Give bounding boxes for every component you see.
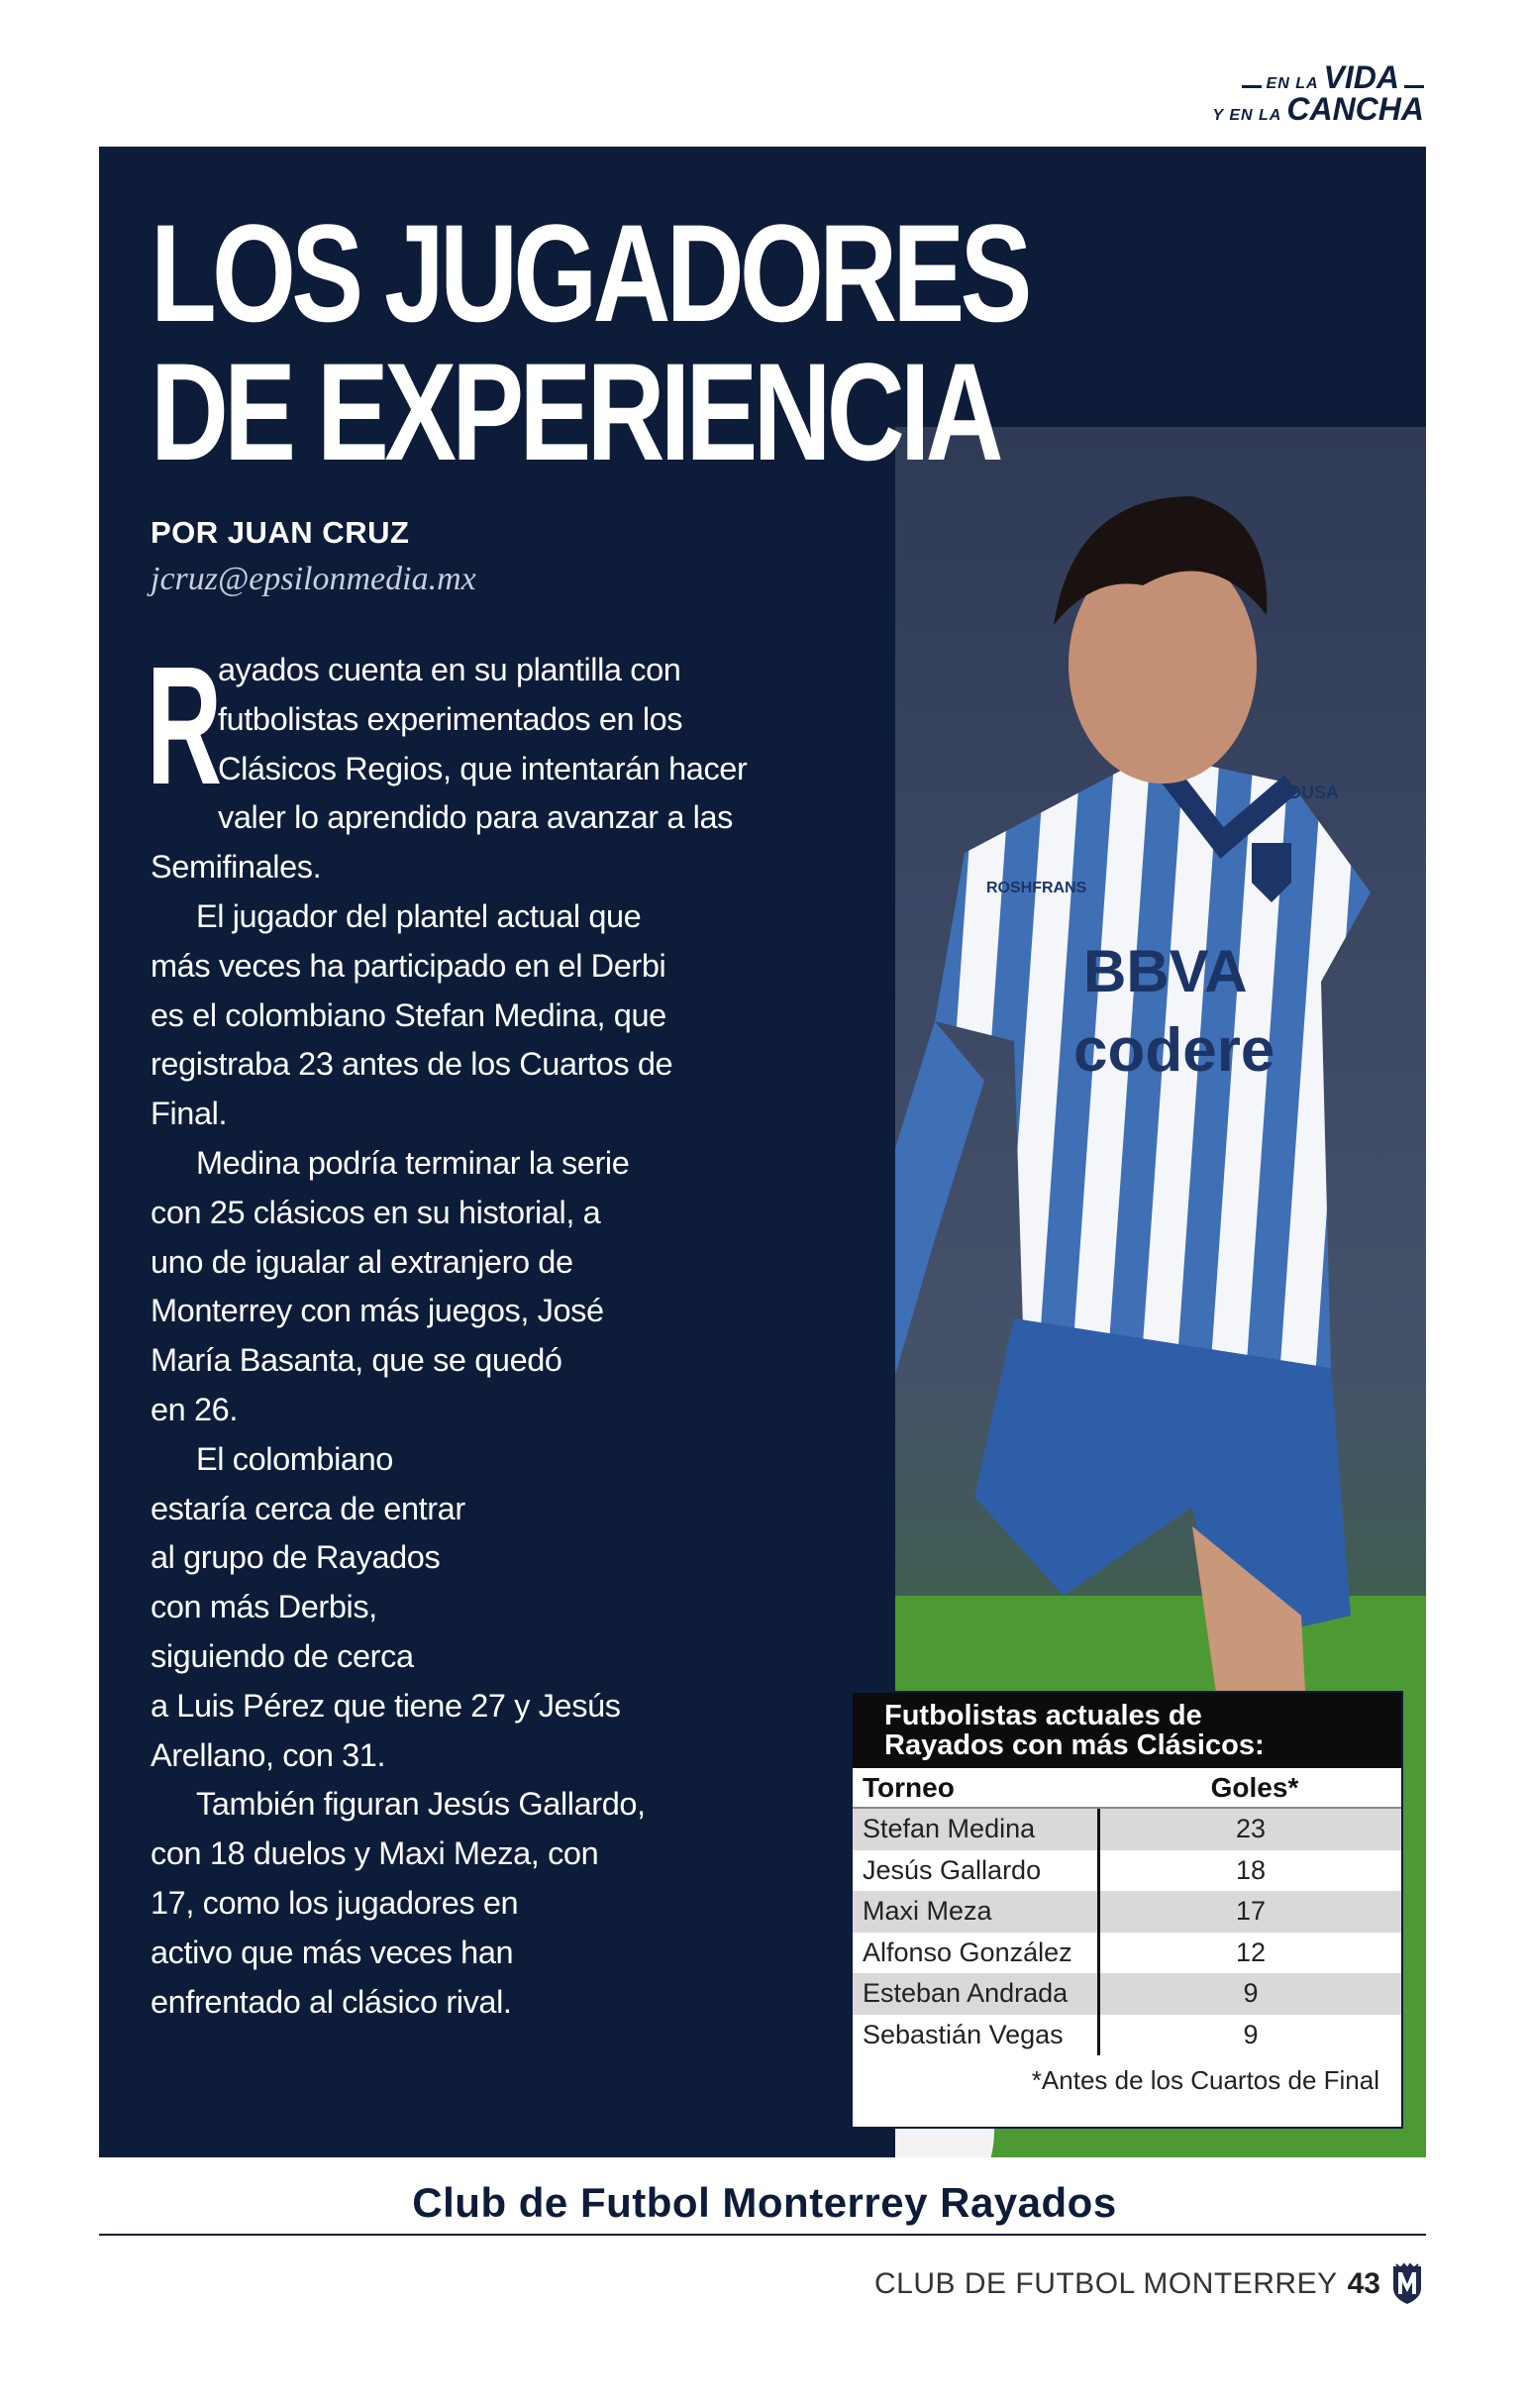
player-name: Stefan Medina <box>853 1809 1100 1850</box>
article-line: a Luis Pérez que tiene 27 y Jesús <box>151 1687 621 1724</box>
table-header <box>853 1768 1401 1809</box>
article-line: con 18 duelos y Maxi Meza, con <box>151 1835 599 1872</box>
table-row <box>853 1891 1401 1933</box>
article-line: Clásicos Regios, que intentarán hacer <box>218 750 748 786</box>
article-line: con 25 clásicos en su historial, a <box>151 1194 601 1230</box>
article-line: También figuran Jesús Gallardo, <box>196 1786 646 1823</box>
article-line: Semifinales. <box>151 849 322 886</box>
divider <box>99 2234 1426 2236</box>
player-count: 23 <box>1235 1814 1267 1844</box>
sponsor-roshfrans: ROSHFRANS <box>986 880 1087 896</box>
article-line: Medina podría terminar la serie <box>196 1144 630 1181</box>
table-row <box>853 1933 1401 1974</box>
headline-line-2: DE EXPERIENCIA <box>151 334 999 489</box>
rayados-crest-icon <box>1390 2262 1424 2306</box>
article-line: al grupo de Rayados <box>151 1539 441 1576</box>
table-footnote: *Antes de los Cuartos de Final <box>1031 2065 1379 2095</box>
article-line: 17, como los jugadores en <box>151 1884 519 1921</box>
header-torneo: Torneo <box>863 1771 955 1803</box>
article-line: estaría cerca de entrar <box>151 1490 465 1526</box>
tagline-dash <box>1404 85 1424 88</box>
article-line: futbolistas experimentados en los <box>218 700 683 737</box>
player-count: 9 <box>1243 2019 1259 2049</box>
article-line: enfrentado al clásico rival. <box>151 1983 512 2020</box>
player-count: 12 <box>1235 1937 1267 1967</box>
byline: POR JUAN CRUZ <box>151 515 410 550</box>
article-body <box>147 632 864 2027</box>
page-footer <box>874 2262 1424 2306</box>
article-line: valer lo aprendido para avanzar a las <box>218 799 733 836</box>
sponsor-bbva: BBVA <box>1083 938 1248 1004</box>
table-row <box>853 1809 1401 1850</box>
footer-club-name: CLUB DE FUTBOL MONTERREY <box>874 2267 1338 2300</box>
club-title: Club de Futbol Monterrey Rayados <box>412 2179 1117 2226</box>
article-line: María Basanta, que se quedó <box>151 1342 562 1379</box>
player-name: Sebastián Vegas <box>853 2015 1100 2056</box>
article-line: Arellano, con 31. <box>151 1736 386 1773</box>
tagline-small-2: Y EN LA <box>1212 107 1282 124</box>
article-line: ayados cuenta en su plantilla con <box>218 652 681 687</box>
player-name: Esteban Andrada <box>853 1973 1100 2015</box>
article-line: en 26. <box>151 1391 238 1427</box>
article-line: Monterrey con más juegos, José <box>151 1293 604 1329</box>
table-title <box>853 1693 1401 1768</box>
player-count: 17 <box>1235 1896 1267 1927</box>
table-title-line-2: Rayados con más Clásicos: <box>884 1729 1265 1761</box>
header-goles: Goles* <box>1210 1771 1299 1803</box>
table-row <box>853 2015 1401 2056</box>
author-email: jcruz@epsilonmedia.mx <box>151 561 476 597</box>
headline <box>151 195 1028 489</box>
tagline-big-2: CANCHA <box>1286 91 1424 127</box>
article-line: siguiendo de cerca <box>151 1637 414 1674</box>
sponsor-codere: codere <box>1073 1016 1275 1085</box>
player-name: Maxi Meza <box>853 1891 1100 1933</box>
headline-line-1: LOS JUGADORES <box>151 195 1028 351</box>
table-title-line-1: Futbolistas actuales de <box>884 1700 1202 1731</box>
article-line: El colombiano <box>196 1440 393 1477</box>
article-line: registraba 23 antes de los Cuartos de <box>151 1046 673 1083</box>
tagline-small-1: EN LA <box>1266 75 1319 92</box>
player-name: Alfonso González <box>853 1933 1100 1974</box>
article-line: El jugador del plantel actual que <box>196 897 642 934</box>
player-count: 18 <box>1235 1854 1267 1885</box>
sponsor-vidusa: VIDUSA <box>1272 783 1340 802</box>
page-number: 43 <box>1347 2267 1380 2300</box>
table-row <box>853 1973 1401 2015</box>
table-row <box>853 1850 1401 1892</box>
article-line: Final. <box>151 1096 228 1132</box>
tagline-big-1: VIDA <box>1323 59 1399 95</box>
article-line: uno de igualar al extranjero de <box>151 1243 573 1280</box>
article-line: es el colombiano Stefan Medina, que <box>151 996 666 1033</box>
article-line: más veces ha participado en el Derbi <box>151 947 666 984</box>
player-count: 9 <box>1243 1978 1259 2009</box>
drop-cap: R <box>147 632 222 820</box>
article-line: activo que más veces han <box>151 1934 514 1970</box>
article-line: con más Derbis, <box>151 1589 377 1625</box>
tagline-dash <box>1242 85 1262 88</box>
player-name: Jesús Gallardo <box>853 1850 1100 1892</box>
stats-table <box>851 1691 1403 2129</box>
section-tagline <box>1213 61 1424 125</box>
